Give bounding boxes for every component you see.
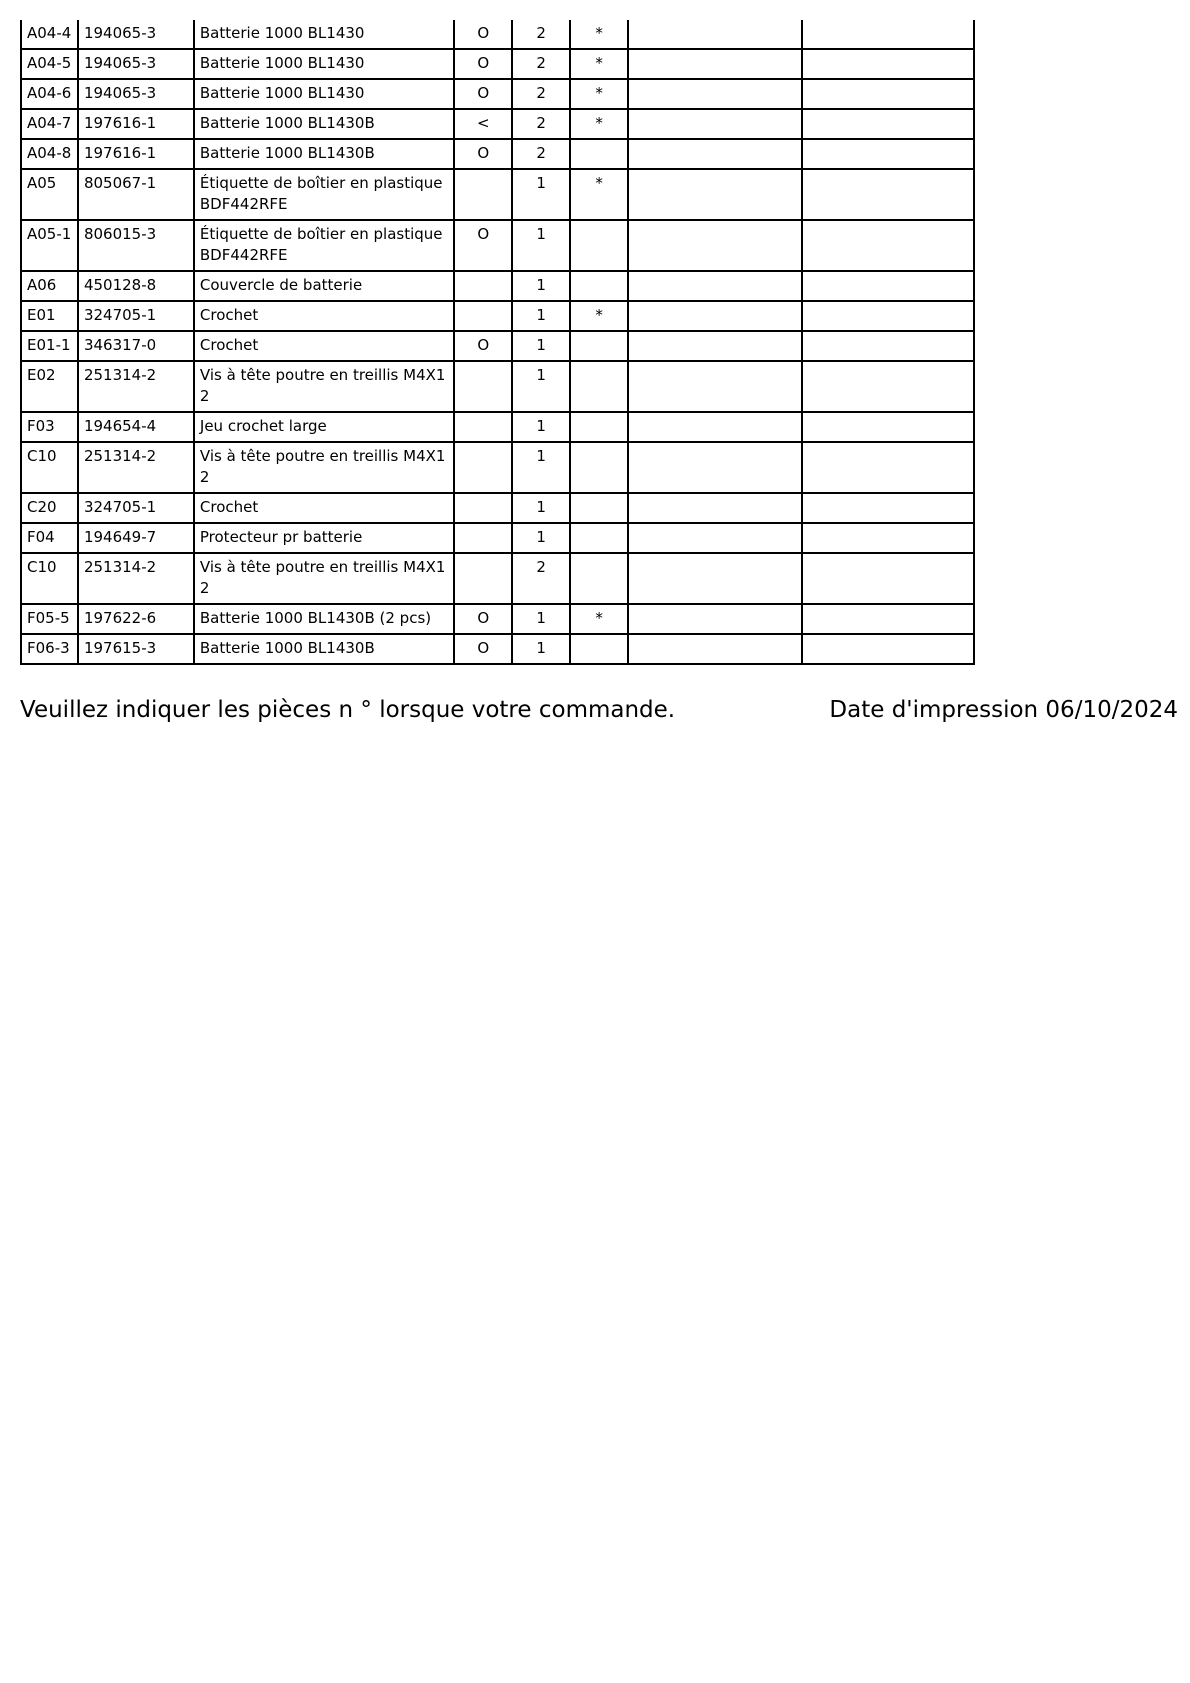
description-cell: Crochet xyxy=(194,331,454,361)
parts-table xyxy=(20,20,975,665)
mark-cell xyxy=(454,301,512,331)
empty-cell xyxy=(628,493,802,523)
item-number-cell: C20 xyxy=(21,493,78,523)
star-cell: * xyxy=(570,20,628,49)
part-number-cell: 197616-1 xyxy=(78,109,194,139)
empty-cell xyxy=(802,493,974,523)
quantity-cell: 2 xyxy=(512,139,570,169)
item-number-cell: F03 xyxy=(21,412,78,442)
description-cell: Étiquette de boîtier en plastique BDF442RFE xyxy=(194,169,454,220)
description-cell: Crochet xyxy=(194,301,454,331)
table-row xyxy=(21,361,974,412)
mark-cell: O xyxy=(454,79,512,109)
mark-cell xyxy=(454,412,512,442)
quantity-cell: 1 xyxy=(512,493,570,523)
empty-cell xyxy=(628,139,802,169)
mark-cell: O xyxy=(454,220,512,271)
table-row xyxy=(21,49,974,79)
item-number-cell: A06 xyxy=(21,271,78,301)
empty-cell xyxy=(802,412,974,442)
item-number-cell: E01-1 xyxy=(21,331,78,361)
description-cell: Batterie 1000 BL1430B xyxy=(194,139,454,169)
item-number-cell: F06-3 xyxy=(21,634,78,664)
item-number-cell: A05 xyxy=(21,169,78,220)
empty-cell xyxy=(802,604,974,634)
star-cell xyxy=(570,493,628,523)
description-cell: Batterie 1000 BL1430B (2 pcs) xyxy=(194,604,454,634)
mark-cell xyxy=(454,523,512,553)
part-number-cell: 197622-6 xyxy=(78,604,194,634)
table-row xyxy=(21,412,974,442)
star-cell xyxy=(570,634,628,664)
part-number-cell: 194065-3 xyxy=(78,20,194,49)
star-cell xyxy=(570,412,628,442)
part-number-cell: 197615-3 xyxy=(78,634,194,664)
quantity-cell: 1 xyxy=(512,361,570,412)
quantity-cell: 2 xyxy=(512,20,570,49)
star-cell xyxy=(570,442,628,493)
empty-cell xyxy=(628,220,802,271)
part-number-cell: 450128-8 xyxy=(78,271,194,301)
part-number-cell: 805067-1 xyxy=(78,169,194,220)
part-number-cell: 806015-3 xyxy=(78,220,194,271)
star-cell xyxy=(570,220,628,271)
description-cell: Batterie 1000 BL1430B xyxy=(194,634,454,664)
mark-cell: O xyxy=(454,331,512,361)
empty-cell xyxy=(802,109,974,139)
quantity-cell: 2 xyxy=(512,109,570,139)
item-number-cell: A04-6 xyxy=(21,79,78,109)
item-number-cell: A04-7 xyxy=(21,109,78,139)
part-number-cell: 251314-2 xyxy=(78,361,194,412)
empty-cell xyxy=(802,79,974,109)
description-cell: Vis à tête poutre en treillis M4X1 2 xyxy=(194,361,454,412)
description-cell: Vis à tête poutre en treillis M4X1 2 xyxy=(194,442,454,493)
star-cell: * xyxy=(570,604,628,634)
part-number-cell: 251314-2 xyxy=(78,442,194,493)
empty-cell xyxy=(628,604,802,634)
star-cell: * xyxy=(570,109,628,139)
empty-cell xyxy=(628,442,802,493)
table-row xyxy=(21,634,974,664)
table-row xyxy=(21,139,974,169)
mark-cell xyxy=(454,553,512,604)
quantity-cell: 1 xyxy=(512,412,570,442)
quantity-cell: 1 xyxy=(512,301,570,331)
mark-cell xyxy=(454,493,512,523)
mark-cell xyxy=(454,271,512,301)
description-cell: Batterie 1000 BL1430 xyxy=(194,20,454,49)
part-number-cell: 197616-1 xyxy=(78,139,194,169)
table-row xyxy=(21,20,974,49)
empty-cell xyxy=(628,79,802,109)
quantity-cell: 1 xyxy=(512,604,570,634)
parts-table-body xyxy=(21,20,974,664)
mark-cell: O xyxy=(454,634,512,664)
mark-cell: O xyxy=(454,604,512,634)
mark-cell xyxy=(454,361,512,412)
description-cell: Vis à tête poutre en treillis M4X1 2 xyxy=(194,553,454,604)
table-row xyxy=(21,109,974,139)
empty-cell xyxy=(802,220,974,271)
part-number-cell: 251314-2 xyxy=(78,553,194,604)
quantity-cell: 1 xyxy=(512,634,570,664)
empty-cell xyxy=(802,361,974,412)
mark-cell: < xyxy=(454,109,512,139)
quantity-cell: 1 xyxy=(512,523,570,553)
table-row xyxy=(21,79,974,109)
mark-cell: O xyxy=(454,139,512,169)
item-number-cell: E02 xyxy=(21,361,78,412)
table-row xyxy=(21,271,974,301)
star-cell: * xyxy=(570,301,628,331)
empty-cell xyxy=(802,169,974,220)
empty-cell xyxy=(628,49,802,79)
quantity-cell: 1 xyxy=(512,271,570,301)
item-number-cell: A04-5 xyxy=(21,49,78,79)
table-row xyxy=(21,553,974,604)
mark-cell xyxy=(454,442,512,493)
star-cell xyxy=(570,523,628,553)
star-cell: * xyxy=(570,49,628,79)
table-row xyxy=(21,523,974,553)
empty-cell xyxy=(802,271,974,301)
description-cell: Crochet xyxy=(194,493,454,523)
description-cell: Couvercle de batterie xyxy=(194,271,454,301)
star-cell xyxy=(570,271,628,301)
table-row xyxy=(21,604,974,634)
mark-cell: O xyxy=(454,20,512,49)
item-number-cell: C10 xyxy=(21,553,78,604)
empty-cell xyxy=(802,49,974,79)
mark-cell: O xyxy=(454,49,512,79)
empty-cell xyxy=(628,20,802,49)
print-date: Date d'impression 06/10/2024 xyxy=(829,697,1178,723)
quantity-cell: 1 xyxy=(512,169,570,220)
table-row xyxy=(21,169,974,220)
item-number-cell: A04-8 xyxy=(21,139,78,169)
star-cell xyxy=(570,553,628,604)
empty-cell xyxy=(628,109,802,139)
item-number-cell: A05-1 xyxy=(21,220,78,271)
table-row xyxy=(21,301,974,331)
part-number-cell: 194065-3 xyxy=(78,79,194,109)
item-number-cell: A04-4 xyxy=(21,20,78,49)
description-cell: Batterie 1000 BL1430B xyxy=(194,109,454,139)
table-row xyxy=(21,493,974,523)
empty-cell xyxy=(802,442,974,493)
description-cell: Batterie 1000 BL1430 xyxy=(194,49,454,79)
part-number-cell: 194654-4 xyxy=(78,412,194,442)
item-number-cell: C10 xyxy=(21,442,78,493)
item-number-cell: F04 xyxy=(21,523,78,553)
empty-cell xyxy=(802,20,974,49)
empty-cell xyxy=(802,523,974,553)
star-cell xyxy=(570,331,628,361)
part-number-cell: 346317-0 xyxy=(78,331,194,361)
empty-cell xyxy=(628,634,802,664)
empty-cell xyxy=(628,301,802,331)
description-cell: Étiquette de boîtier en plastique BDF442RFE xyxy=(194,220,454,271)
empty-cell xyxy=(628,361,802,412)
star-cell: * xyxy=(570,169,628,220)
empty-cell xyxy=(628,523,802,553)
part-number-cell: 324705-1 xyxy=(78,301,194,331)
empty-cell xyxy=(628,412,802,442)
part-number-cell: 194649-7 xyxy=(78,523,194,553)
order-note: Veuillez indiquer les pièces n ° lorsque votre commande. xyxy=(20,697,676,723)
description-cell: Protecteur pr batterie xyxy=(194,523,454,553)
star-cell: * xyxy=(570,79,628,109)
quantity-cell: 1 xyxy=(512,331,570,361)
table-row xyxy=(21,331,974,361)
empty-cell xyxy=(802,634,974,664)
item-number-cell: E01 xyxy=(21,301,78,331)
empty-cell xyxy=(802,553,974,604)
table-row xyxy=(21,442,974,493)
quantity-cell: 2 xyxy=(512,49,570,79)
description-cell: Jeu crochet large xyxy=(194,412,454,442)
quantity-cell: 2 xyxy=(512,553,570,604)
empty-cell xyxy=(628,271,802,301)
part-number-cell: 324705-1 xyxy=(78,493,194,523)
quantity-cell: 1 xyxy=(512,220,570,271)
mark-cell xyxy=(454,169,512,220)
item-number-cell: F05-5 xyxy=(21,604,78,634)
empty-cell xyxy=(628,331,802,361)
empty-cell xyxy=(802,331,974,361)
star-cell xyxy=(570,361,628,412)
empty-cell xyxy=(802,301,974,331)
empty-cell xyxy=(628,169,802,220)
quantity-cell: 2 xyxy=(512,79,570,109)
empty-cell xyxy=(802,139,974,169)
description-cell: Batterie 1000 BL1430 xyxy=(194,79,454,109)
empty-cell xyxy=(628,553,802,604)
quantity-cell: 1 xyxy=(512,442,570,493)
star-cell xyxy=(570,139,628,169)
part-number-cell: 194065-3 xyxy=(78,49,194,79)
table-row xyxy=(21,220,974,271)
